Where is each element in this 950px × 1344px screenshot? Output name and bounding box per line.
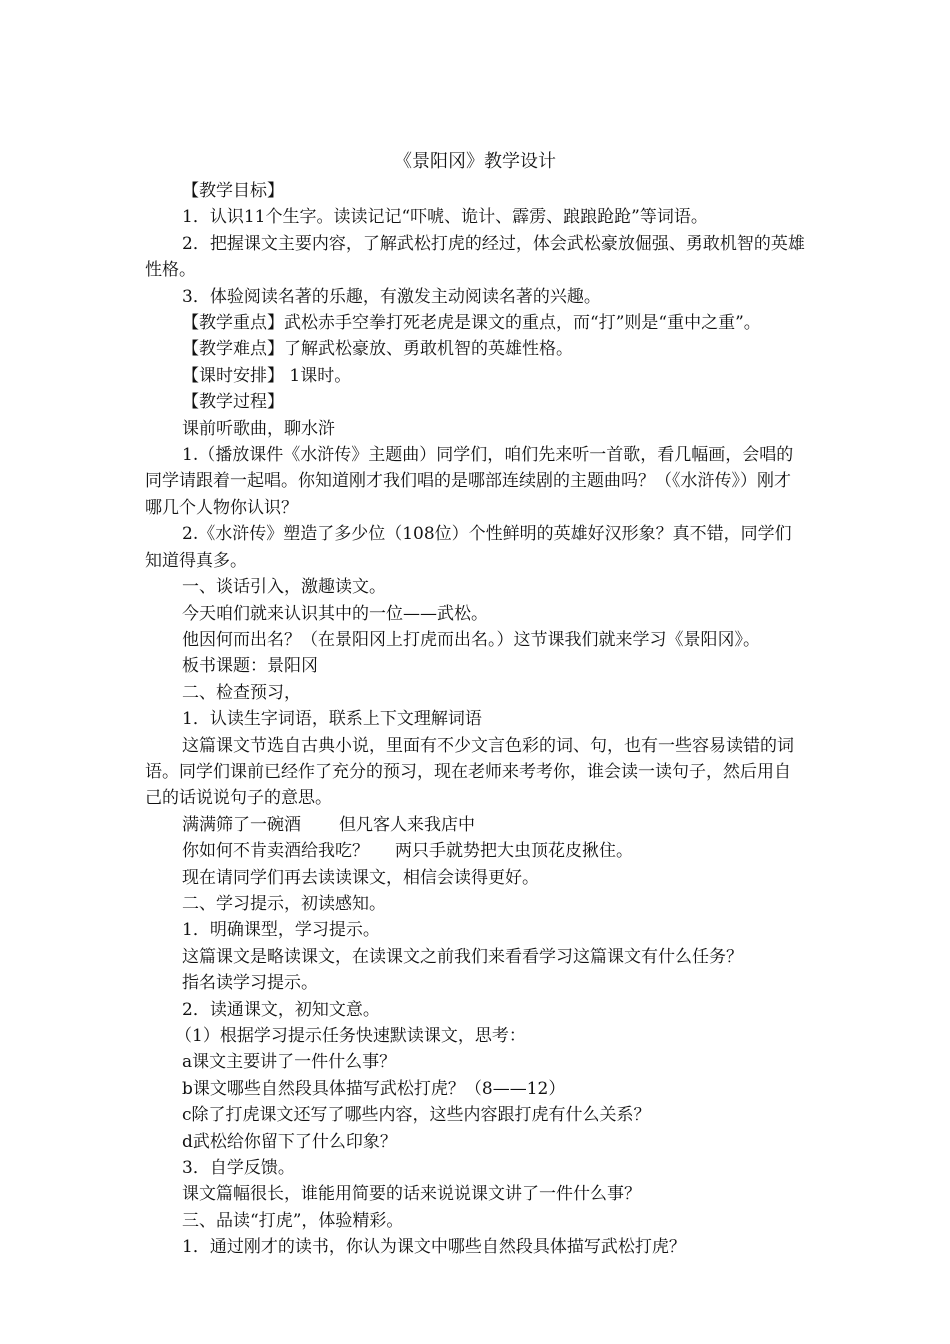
paragraph-tiger-question: 1．通过刚才的读书，你认为课文中哪些自然段具体描写武松打虎？	[182, 1237, 686, 1258]
section-heading-study-tips: 二、学习提示，初读感知。	[182, 893, 386, 914]
teaching-focus: 【教学重点】武松赤手空拳打死老虎是课文的重点，而“打”则是“重中之重”。	[182, 313, 761, 334]
paragraph-think: （1）根据学习提示任务快速默读课文，思考：	[175, 1026, 526, 1046]
sentence-item: 但凡客人来我店中	[339, 814, 475, 835]
section-heading-process: 【教学过程】	[182, 392, 284, 413]
paragraph-classical: 这篇课文节选自古典小说，里面有不少文言色彩的词、句，也有一些容易读错的词语。同学们课前已经作了充分的预习，现在老师来考考你，谁会读一读句子，然后用自己的话说说句子的意思。	[145, 735, 794, 809]
paragraph-lesson-type: 1．明确课型，学习提示。	[182, 920, 380, 941]
paragraph-heroes: 2.《水浒传》塑造了多少位（108位）个性鲜明的英雄好汉形象？真不错，同学们知道得真多。	[145, 524, 792, 571]
paragraph-feedback: 3．自学反馈。	[182, 1158, 295, 1179]
section-heading-intro: 一、谈话引入，激趣读文。	[182, 577, 386, 598]
paragraph-read-tips: 指名读学习提示。	[182, 973, 318, 994]
paragraph-famous: 他因何而出名？（在景阳冈上打虎而出名。）这节课我们就来学习《景阳冈》。	[182, 629, 760, 650]
paragraph-board-title: 板书课题：景阳冈	[182, 656, 318, 677]
sentence-item: 两只手就势把大虫顶花皮揪住。	[395, 841, 633, 862]
paragraph-song: 1.（播放课件《水浒传》主题曲）同学们，咱们先来听一首歌，看几幅画，会唱的同学请跟着一起唱。你知道刚才我们唱的是哪部连续剧的主题曲吗？（《水浒传》）刚才哪几个人物你认识？	[145, 445, 794, 518]
paragraph-read-through: 2．读通课文，初知文意。	[182, 999, 380, 1020]
sentence-row-2	[145, 838, 807, 864]
paragraph-summary: 课文篇幅很长，谁能用简要的话来说说课文讲了一件什么事？	[182, 1184, 641, 1205]
question-d: d武松给你留下了什么印象？	[182, 1131, 397, 1152]
paragraph-wusong: 今天咱们就来认识其中的一位——武松。	[182, 603, 488, 624]
class-schedule: 【课时安排】 1课时。	[182, 365, 352, 386]
question-c: c除了打虎课文还写了哪些内容，这些内容跟打虎有什么关系？	[182, 1105, 651, 1126]
document-body	[145, 178, 807, 1261]
section-heading-tiger: 三、品读“打虎”，体验精彩。	[182, 1210, 404, 1231]
objective-2: 2．把握课文主要内容，了解武松打虎的经过，体会武松豪放倔强、勇敢机智的英雄性格。	[145, 233, 805, 281]
paragraph-reread: 现在请同学们再去读读课文，相信会读得更好。	[182, 867, 539, 888]
teaching-difficulty: 【教学难点】了解武松豪放、勇敢机智的英雄性格。	[182, 339, 573, 360]
paragraph-pre-class: 课前听歌曲，聊水浒	[182, 418, 335, 439]
paragraph-skim-reading: 这篇课文是略读课文，在读课文之前我们来看看学习这篇课文有什么任务？	[182, 946, 743, 967]
question-a: a课文主要讲了一件什么事？	[182, 1052, 397, 1073]
paragraph-read-words: 1．认读生字词语，联系上下文理解词语	[182, 709, 482, 730]
sentence-item: 满满筛了一碗酒	[182, 814, 301, 835]
document-title: 《景阳冈》教学设计	[394, 151, 556, 172]
sentence-item: 你如何不肯卖酒给我吃？	[182, 841, 369, 862]
sentence-row-1	[145, 812, 807, 838]
objective-1: 1．认识11个生字。读读记记“吓唬、诡计、霹雳、踉踉跄跄”等词语。	[182, 207, 708, 228]
section-heading-preview: 二、检查预习，	[182, 682, 301, 703]
question-b: b课文哪些自然段具体描写武松打虎？（8——12）	[182, 1078, 566, 1099]
section-heading-objectives: 【教学目标】	[182, 181, 284, 201]
objective-3: 3．体验阅读名著的乐趣，有激发主动阅读名著的兴趣。	[182, 286, 601, 307]
